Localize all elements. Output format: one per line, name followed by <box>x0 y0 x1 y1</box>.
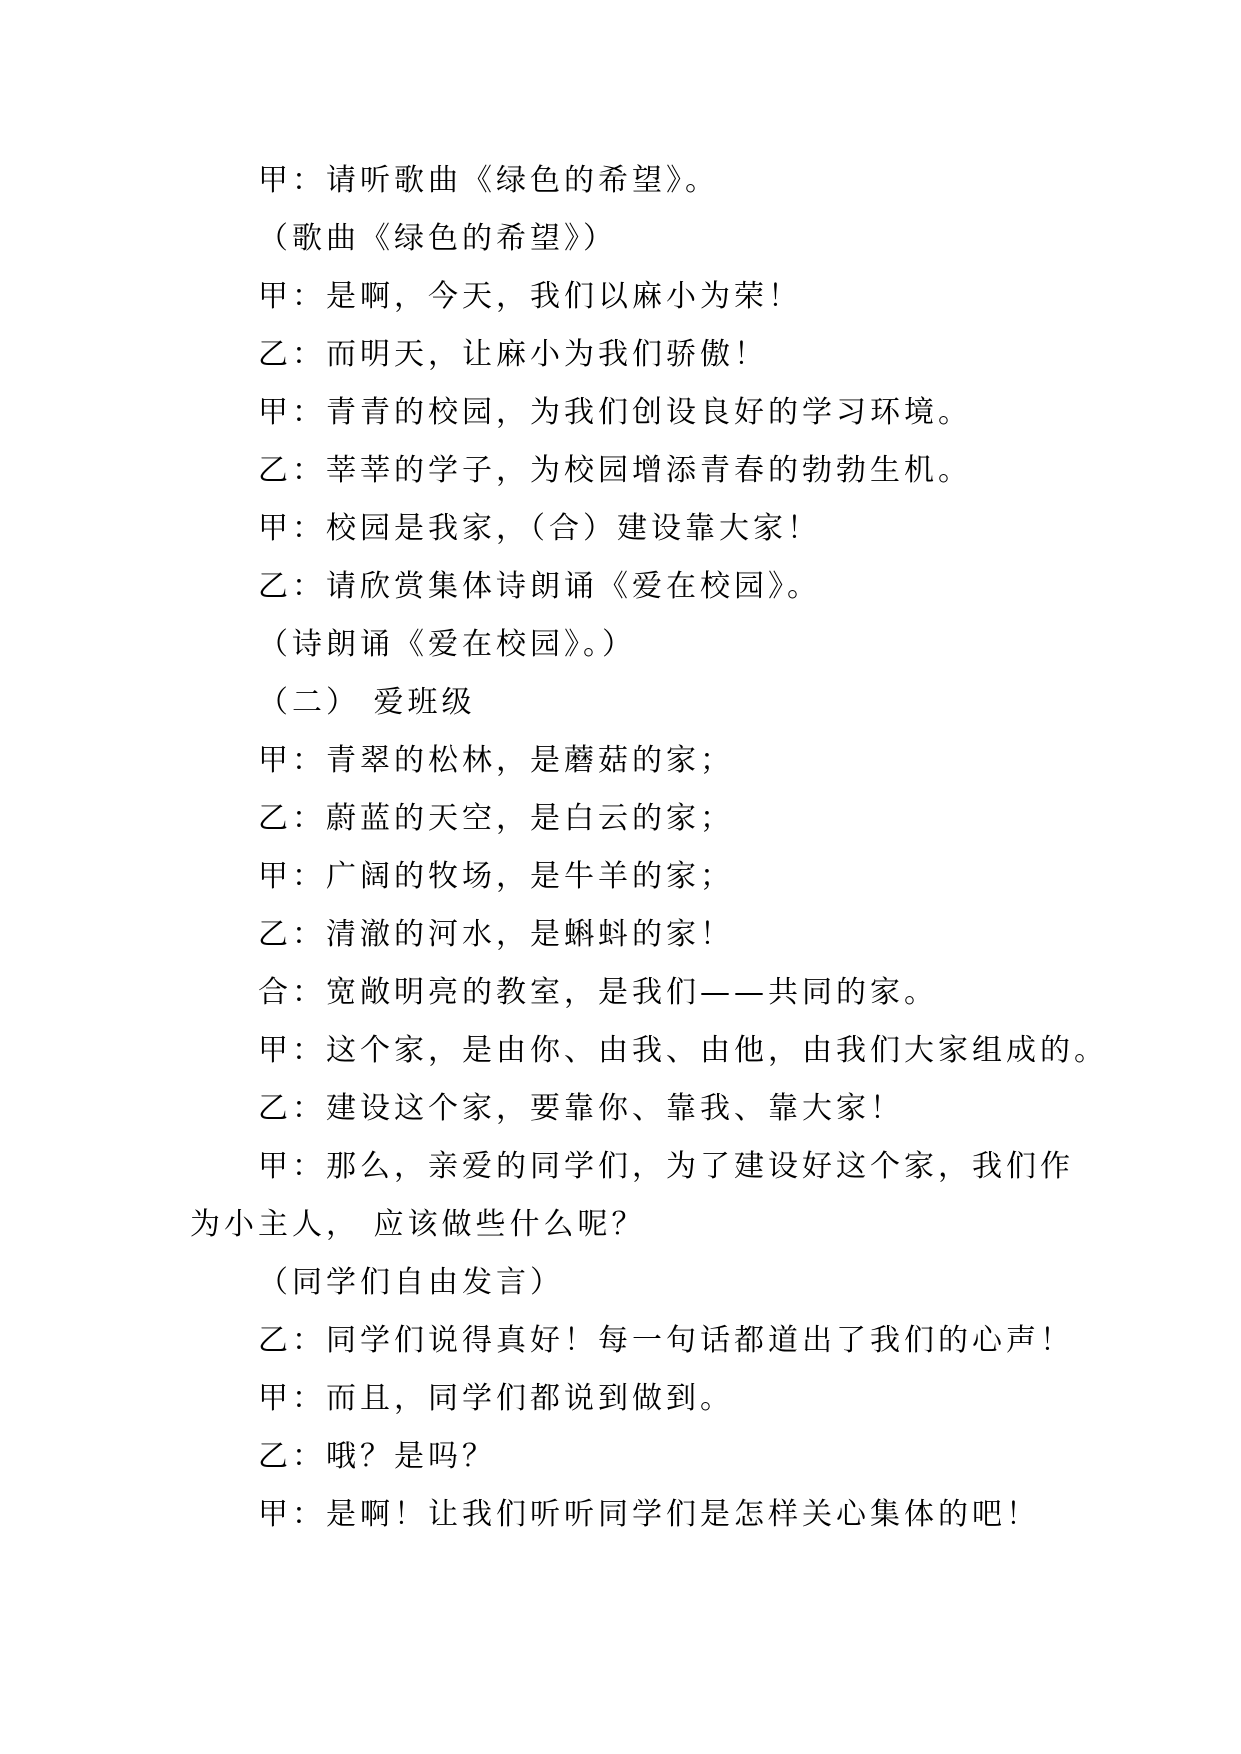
script-line: 甲：校园是我家，（合）建设靠大家！ <box>258 511 821 546</box>
script-line: 甲：青青的校园，为我们创设良好的学习环境。 <box>258 395 972 430</box>
script-line: 乙：建设这个家，要靠你、靠我、靠大家！ <box>258 1091 904 1126</box>
script-line: 甲：是啊！让我们听听同学们是怎样关心集体的吧！ <box>258 1497 1040 1532</box>
script-line: 乙：清澈的河水，是蝌蚪的家！ <box>258 917 734 952</box>
script-line: 甲：青翠的松林，是蘑菇的家； <box>258 743 734 778</box>
section-heading: （二） 爱班级 <box>258 685 476 720</box>
script-line: 乙：莘莘的学子，为校园增添青春的勃勃生机。 <box>258 453 972 488</box>
script-line: 乙：蔚蓝的天空，是白云的家； <box>258 801 734 836</box>
script-line: 甲：这个家，是由你、由我、由他，由我们大家组成的。 <box>258 1033 1108 1068</box>
stage-direction: （诗朗诵《爱在校园》。） <box>258 627 636 662</box>
script-line: 甲：广阔的牧场，是牛羊的家； <box>258 859 734 894</box>
script-line: 甲：是啊，今天，我们以麻小为荣！ <box>258 279 802 314</box>
script-line: 乙：而明天，让麻小为我们骄傲！ <box>258 337 768 372</box>
script-line: 乙：同学们说得真好！每一句话都道出了我们的心声！ <box>258 1323 1074 1358</box>
script-line: 甲：而且，同学们都说到做到。 <box>258 1381 734 1416</box>
wrapped-paragraph <box>190 1138 1078 1254</box>
script-line: 乙：哦？是吗？ <box>258 1439 496 1474</box>
stage-direction: （同学们自由发言） <box>258 1265 564 1300</box>
stage-direction: （歌曲《绿色的希望》） <box>258 221 617 256</box>
script-line: 乙：请欣赏集体诗朗诵《爱在校园》。 <box>258 569 821 604</box>
script-line: 甲：请听歌曲《绿色的希望》。 <box>258 163 719 198</box>
wrapped-line-second: 为小主人， 应该做些什么呢？ <box>190 1207 646 1242</box>
wrapped-line-first: 甲：那么，亲爱的同学们，为了建设好这个家，我们作 <box>258 1149 1074 1184</box>
script-line: 合：宽敞明亮的教室，是我们——共同的家。 <box>258 975 938 1010</box>
script-body <box>190 152 1108 1544</box>
